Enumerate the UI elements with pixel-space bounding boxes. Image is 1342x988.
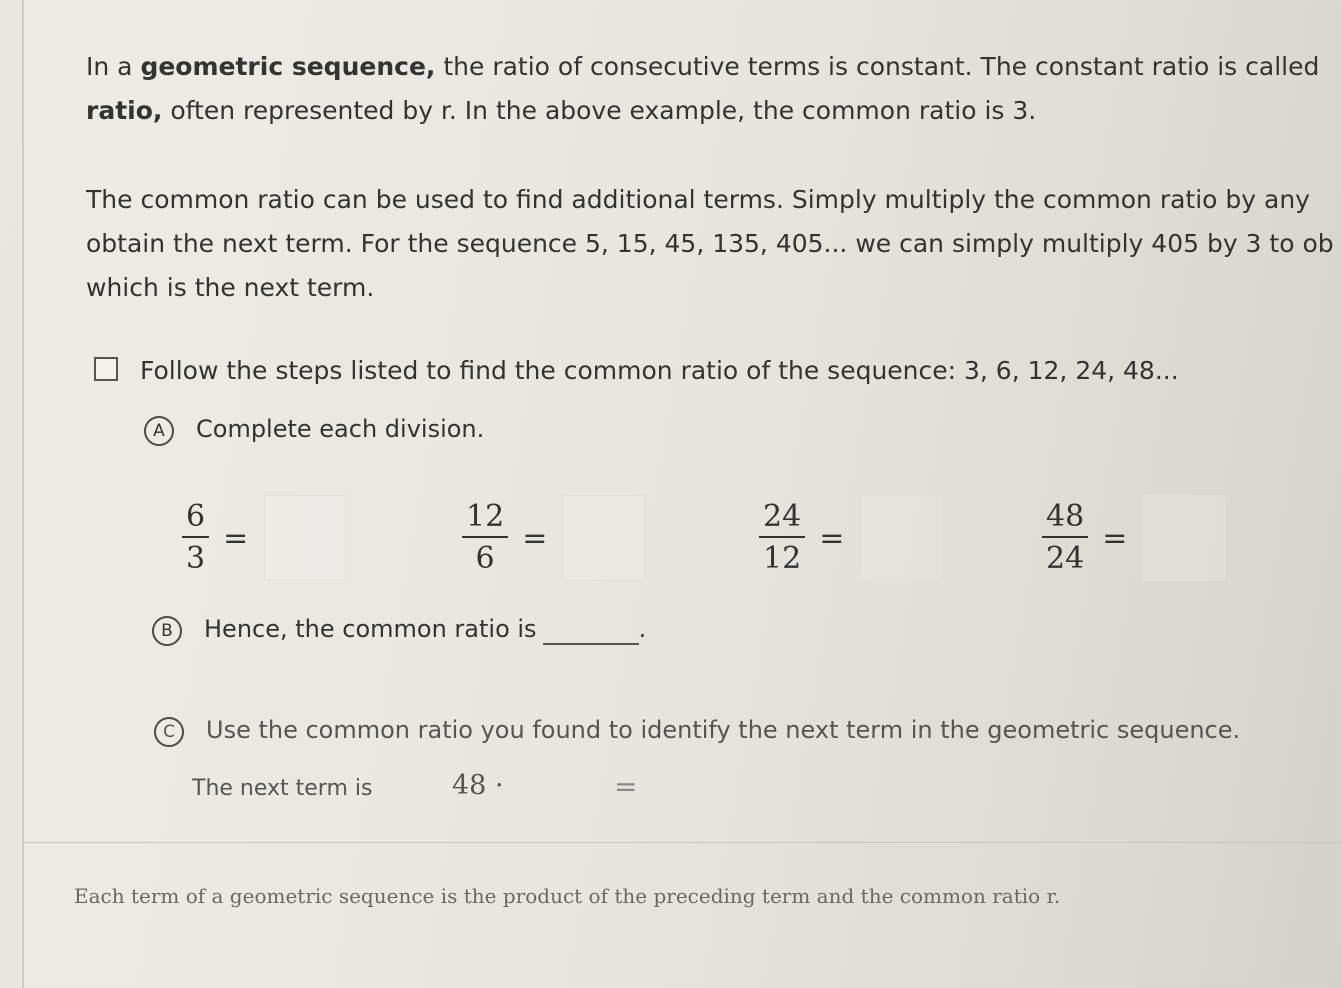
step-c-badge: C — [154, 717, 184, 747]
step-b-period: . — [638, 615, 647, 643]
division-2-equals: = — [522, 520, 548, 556]
task-item — [94, 356, 1179, 385]
step-b-text: Hence, the common ratio is — [204, 615, 537, 643]
definition-line-2: ratio, often represented by r. In the above example, the common ratio is 3. — [86, 96, 1037, 125]
summary-text: Each term of a geometric sequence is the product of the preceding term and the common ratio r. — [74, 884, 1061, 908]
term-ratio: ratio, — [86, 96, 163, 125]
division-3-denominator: 12 — [763, 541, 802, 576]
explanation-paragraph — [86, 178, 1342, 310]
step-a-text: Complete each division. — [196, 415, 485, 443]
division-1-denominator: 3 — [186, 541, 206, 576]
division-1-answer-box[interactable] — [264, 495, 346, 581]
explanation-line-2: obtain the next term. For the sequence 5, 15, 45, 135, 405... we can simply multiply 405 by 3 to ob — [86, 229, 1334, 258]
division-4 — [1042, 495, 1225, 581]
step-c-text: Use the common ratio you found to identify the next term in the geometric sequence. — [206, 716, 1241, 744]
division-1 — [182, 495, 346, 581]
step-b — [152, 615, 646, 646]
definition-line-1: In a geometric sequence, the ratio of consecutive terms is constant. The constant ratio is called — [86, 52, 1320, 81]
division-1-numerator: 6 — [186, 499, 206, 534]
division-3-answer-box[interactable] — [860, 495, 942, 581]
division-3-equals: = — [819, 520, 845, 556]
task-text: Follow the steps listed to find the common ratio of the sequence: 3, 6, 12, 24, 48... — [140, 356, 1179, 385]
division-4-answer-box[interactable] — [1143, 495, 1225, 581]
section-divider — [24, 842, 1342, 843]
division-3-numerator: 24 — [763, 499, 802, 534]
division-2-numerator: 12 — [466, 499, 505, 534]
term-geometric-sequence: geometric sequence, — [140, 52, 436, 81]
next-term-expression: 48 · — [452, 770, 504, 801]
division-1-equals: = — [223, 520, 249, 556]
step-c — [154, 716, 1240, 747]
division-2-answer-box[interactable] — [563, 495, 645, 581]
explanation-line-3: which is the next term. — [86, 273, 375, 302]
common-ratio-blank[interactable] — [543, 615, 639, 645]
division-2-denominator: 6 — [475, 541, 495, 576]
step-b-badge: B — [152, 616, 182, 646]
division-2 — [462, 495, 645, 581]
next-term-label: The next term is — [192, 776, 373, 801]
worksheet-page — [22, 0, 1342, 988]
step-a-badge: A — [144, 416, 174, 446]
explanation-line-1: The common ratio can be used to find additional terms. Simply multiply the common ratio by any — [86, 185, 1310, 214]
step-a — [144, 415, 484, 446]
division-3 — [759, 495, 942, 581]
next-term-equals: = — [614, 770, 638, 803]
division-4-numerator: 48 — [1046, 499, 1085, 534]
division-row — [24, 495, 1342, 595]
division-4-denominator: 24 — [1046, 541, 1085, 576]
task-checkbox[interactable] — [94, 357, 118, 381]
division-4-equals: = — [1102, 520, 1128, 556]
definition-paragraph — [86, 45, 1342, 133]
